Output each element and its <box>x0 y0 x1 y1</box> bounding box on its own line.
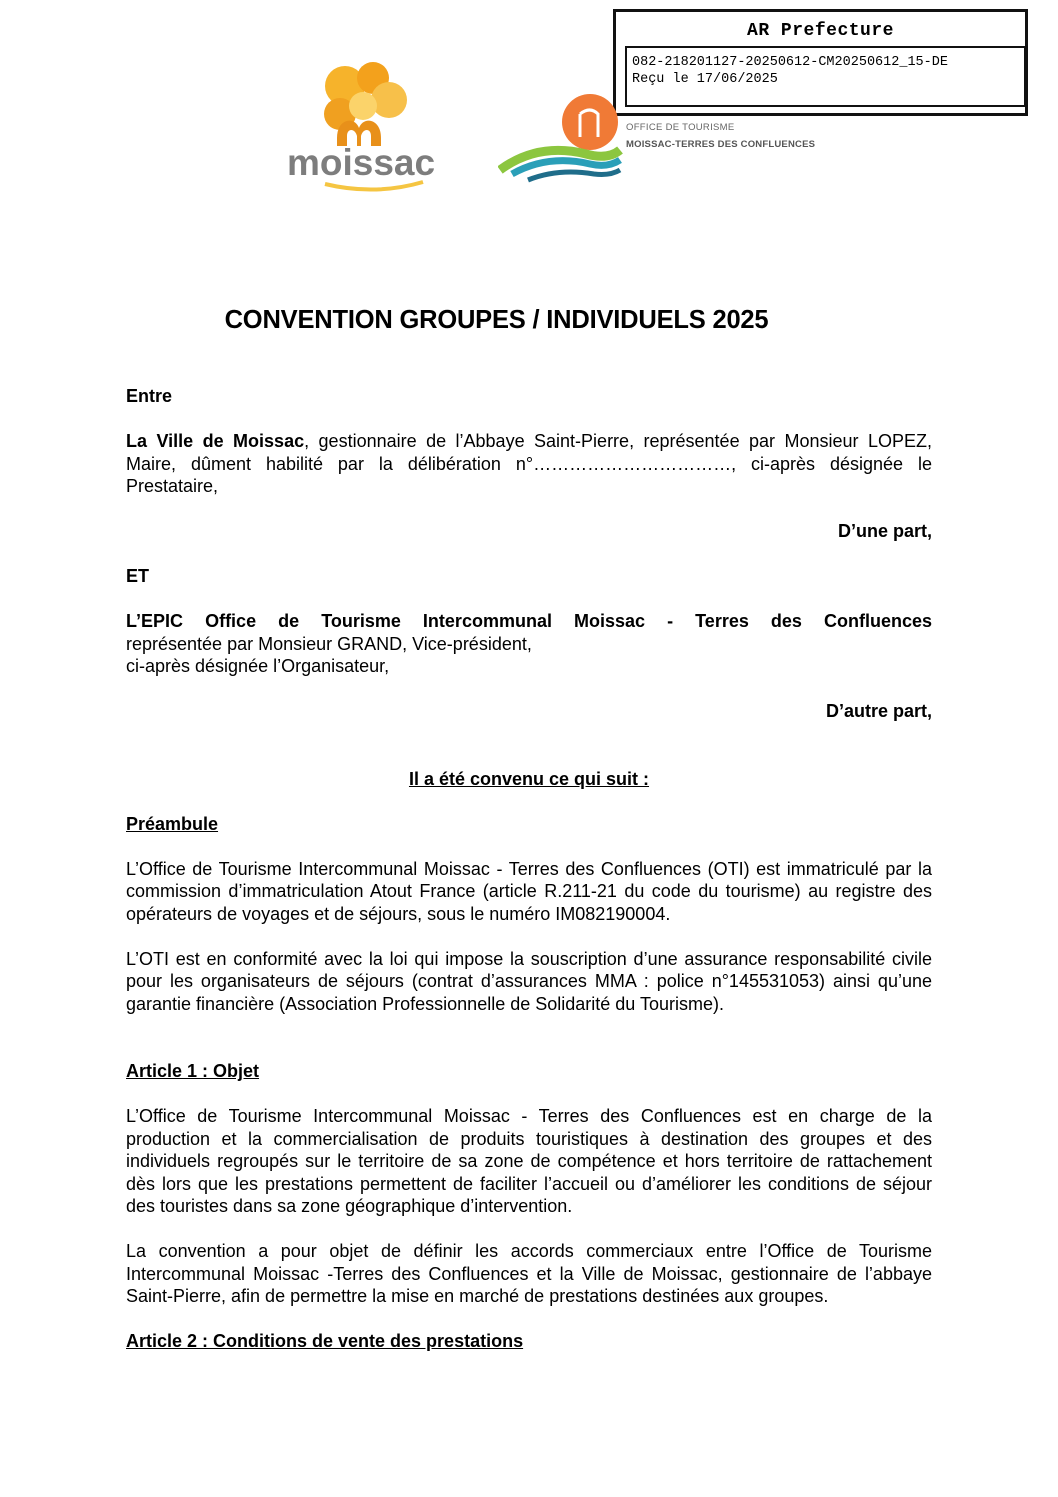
dune-part-label: D’une part, <box>837 521 932 541</box>
party1-name: La Ville de Moissac <box>126 431 305 451</box>
office-tourisme-label: OFFICE DE TOURISME <box>626 122 735 133</box>
party2-name: L’EPIC Office de Tourisme Intercommunal Moissac - Terres des Confluences <box>126 611 932 631</box>
dautre-part-label: D’autre part, <box>825 701 932 721</box>
party1-text: , gestionnaire de l’Abbaye Saint-Pierre, représentée par Monsieur LOPEZ, Maire, dûment habilité par la délibération n°……………………………, ci-après désignée le Prestataire, <box>126 431 932 496</box>
office-tourisme-logo <box>498 92 843 187</box>
party2-designation: ci-après désignée l’Organisateur, <box>126 656 390 676</box>
moissac-logo <box>285 58 455 198</box>
entre-label: Entre <box>126 386 173 406</box>
convenu-heading: Il a été convenu ce qui suit : <box>408 768 650 789</box>
stamp-title: AR Prefecture <box>747 21 894 41</box>
stamp-received-date: Reçu le 17/06/2025 <box>632 72 778 87</box>
convenu-paragraph <box>126 768 932 791</box>
et-label: ET <box>126 566 150 586</box>
preambule-paragraph-2: L’OTI est en conformité avec la loi qui impose la souscription d’une assurance responsabilité civile pour les organisateurs de séjours (contrat d’assurances MMA : police n°145531053) ainsi qu’une garantie financière (Association Professionnelle de Solidarité du Tourisme). <box>126 948 932 1014</box>
moissac-emblem-icon <box>285 58 455 198</box>
office-tourisme-name: MOISSAC-TERRES DES CONFLUENCES <box>626 139 816 150</box>
preambule-heading: Préambule <box>126 813 219 834</box>
document-title: CONVENTION GROUPES / INDIVIDUELS 2025 <box>224 306 769 334</box>
article1-heading: Article 1 : Objet <box>126 1061 260 1081</box>
document-body <box>126 385 932 1353</box>
party2-representative: représentée par Monsieur GRAND, Vice-président, <box>126 633 532 654</box>
moissac-logo-text: moissac <box>287 142 436 183</box>
stamp-reference: 082-218201127-20250612-CM20250612_15-DE <box>632 55 948 70</box>
preambule-paragraph-1: L’Office de Tourisme Intercommunal Moissac - Terres des Confluences (OTI) est immatriculé par la commission d’immatriculation Atout France (article R.211-21 du code du tourisme) au registre des opérateurs de voyages et de séjours, sous le numéro IM082190004. <box>126 858 932 924</box>
party1-paragraph <box>126 430 932 498</box>
article2-heading: Article 2 : Conditions de vente des prestations <box>126 1331 524 1351</box>
article1-paragraph-1: L’Office de Tourisme Intercommunal Moissac - Terres des Confluences est en charge de la production et la commercialisation de produits touristiques à destination des groupes et des individuels regroupés sur le territoire de sa zone de compétence et hors territoire de rattachement dès lors que les prestations permettent de faciliter l’accueil ou d’améliorer les conditions de séjour des touristes dans sa zone géographique d’intervention. <box>126 1106 932 1216</box>
office-tourisme-emblem-icon <box>498 92 628 187</box>
article1-paragraph-2: La convention a pour objet de définir les accords commerciaux entre l’Office de Tourisme Intercommunal Moissac -Terres des Confluences et la Ville de Moissac, gestionnaire de l’abbaye Saint-Pierre, afin de permettre la mise en marché de prestations destinées aux groupes. <box>126 1241 932 1306</box>
